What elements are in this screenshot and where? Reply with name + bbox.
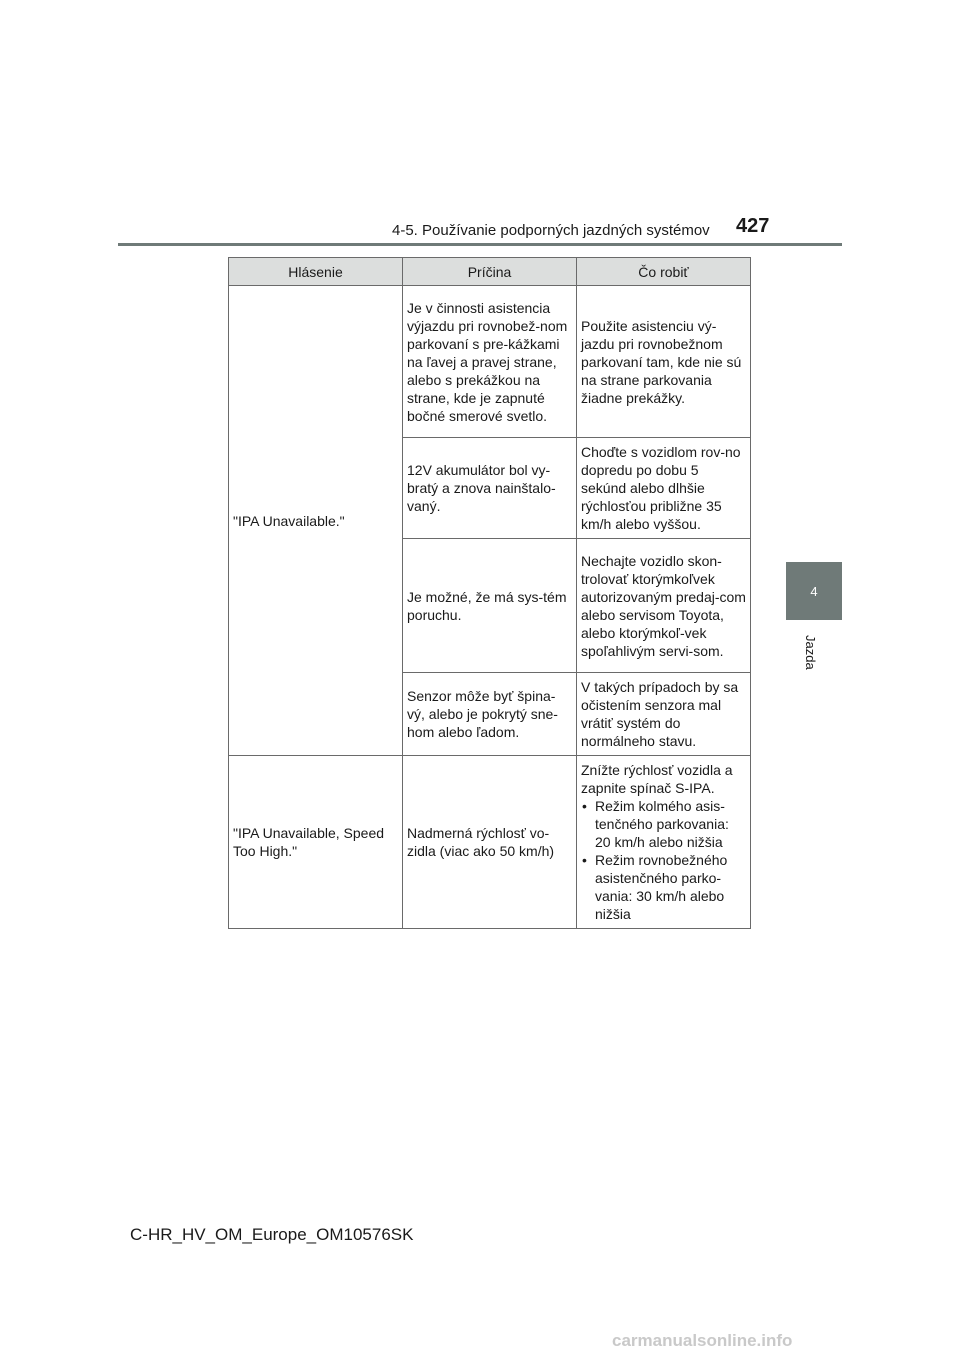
- action-cell: [577, 756, 751, 929]
- action-bullet-list: [581, 797, 746, 923]
- chapter-tab-label: Jazda: [803, 634, 818, 670]
- table-header-row: [229, 258, 751, 286]
- table-row: [229, 756, 751, 929]
- column-header-message: Hlásenie: [229, 258, 403, 286]
- chapter-tab-number: 4: [810, 583, 818, 599]
- column-header-cause: Príčina: [403, 258, 577, 286]
- action-intro: Znížte rýchlosť vozidla a zapnite spínač S-IPA.: [581, 762, 733, 796]
- section-title: 4-5. Používanie podporných jazdných systémov: [392, 222, 710, 239]
- cause-cell: Nadmerná rýchlosť vo-zidla (viac ako 50 km/h): [403, 756, 577, 929]
- action-cell: Choďte s vozidlom rov-no dopredu po dobu 5 sekúnd alebo dlhšie rýchlosťou približne 35 km/h alebo vyššou.: [577, 438, 751, 539]
- message-cell: "IPA Unavailable, Speed Too High.": [229, 756, 403, 929]
- action-cell: V takých prípadoch by sa očistením senzora mal vrátiť systém do normálneho stavu.: [577, 673, 751, 756]
- message-cell: "IPA Unavailable.": [229, 286, 403, 756]
- action-cell: Použite asistenciu vý-jazdu pri rovnobežnom parkovaní tam, kde nie sú na strane parkovania žiadne prekážky.: [577, 286, 751, 438]
- chapter-tab[interactable]: [786, 562, 842, 620]
- list-item: • Režim rovnobežného asistenčného parko-vania: 30 km/h alebo nižšia: [581, 851, 746, 923]
- header-divider: [118, 243, 842, 246]
- cause-cell: Je možné, že má sys-tém poruchu.: [403, 539, 577, 673]
- list-item: • Režim kolmého asis-tenčného parkovania: 20 km/h alebo nižšia: [581, 797, 746, 851]
- watermark: carmanualsonline.info: [612, 1331, 793, 1350]
- cause-cell: 12V akumulátor bol vy-bratý a znova nainštalo-vaný.: [403, 438, 577, 539]
- action-cell: Nechajte vozidlo skon-trolovať ktorýmkoľvek autorizovaným predaj-com alebo servisom Toyota, alebo ktorýmkoľ-vek spoľahlivým servi-som.: [577, 539, 751, 673]
- page-number: 427: [736, 215, 770, 237]
- document-code: C-HR_HV_OM_Europe_OM10576SK: [130, 1225, 414, 1244]
- messages-table: [228, 257, 751, 929]
- column-header-action: Čo robiť: [577, 258, 751, 286]
- cause-cell: Senzor môže byť špina-vý, alebo je pokrytý sne-hom alebo ľadom.: [403, 673, 577, 756]
- cause-cell: Je v činnosti asistencia výjazdu pri rovnobež-nom parkovaní s pre-kážkami na ľavej a pravej strane, alebo s prekážkou na strane, kde je zapnuté bočné smerové svetlo.: [403, 286, 577, 438]
- table-row: [229, 286, 751, 438]
